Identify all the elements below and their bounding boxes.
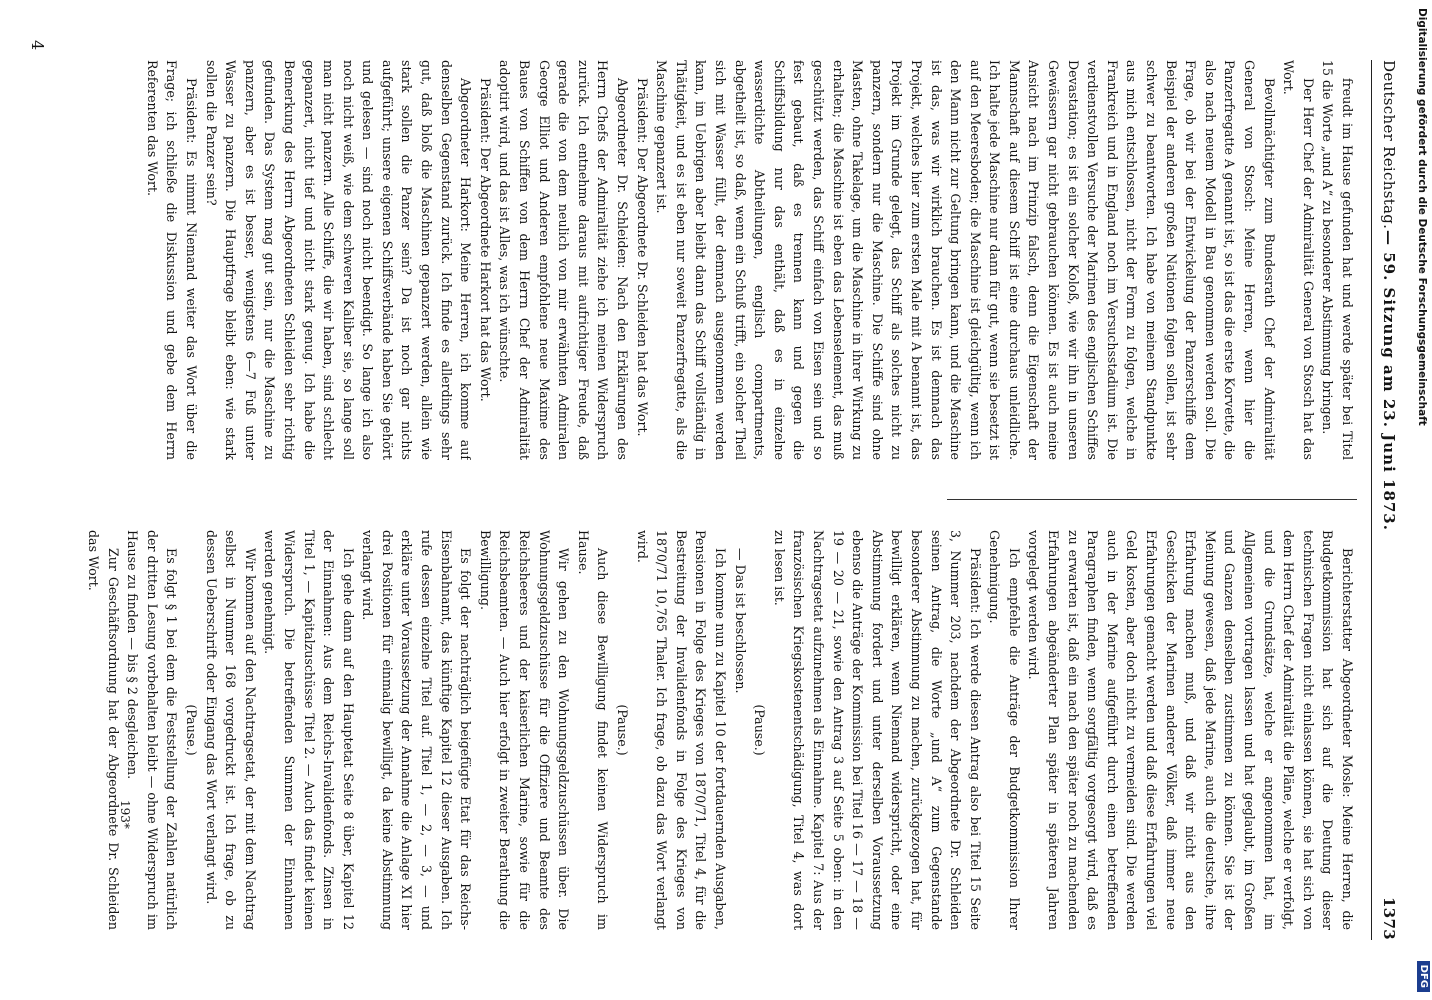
funding-note [1392, 0, 1432, 1000]
signature-mark: 193* [118, 800, 132, 829]
paragraph: Ich gehe dann auf den Hauptetat Seite 8 über, Kapitel 12 der Einnahmen: Aus dem Reichs-Invalidenfonds. Zinsen in Titel 1, — Kapitalzuschüsse Titel 2. — Auch das findet keinen Widerspruch. Die betreffenden Summen der Einnahmen werden genehmigt. [262, 530, 356, 930]
paragraph: Wir gehen zu den Wohnungsgeldzuschüssen über. Die Wohnungsgeldzuschüsse für die Offiziere und Beamte des Reichsheeres und der kaiserlichen Marine, sowie für die Reichsbeamten. — Auch hier erfolgt in zweiter Berathung die Bewilligung. [477, 530, 572, 930]
right-column [67, 530, 1357, 930]
paragraph: Wir kommen auf den Nachtragsetat, der mit dem Nachtrag selbst in Nummer 168 vorgedruckt ist. Ich frage, ob zu dessen Ueberschrift oder Eingang das Wort verlangt wird. [203, 530, 258, 930]
funding-text: Digitalisierung gefördert durch die Deutsche Forschungsgemeinschaft [1416, 8, 1428, 426]
paragraph: Bevollmächtigter zum Bundesrath Chef der Admiralität General von Stosch: Meine Herren, wenn hier die Panzerfregatte A genannt ist, so ist das die erste Korvette, die also nach neuem Modell in Bau genommen werden soll. Die Frage, ob wir bei der Entwickelung der Panzerschiffe dem Beispiel der anderen großen Nationen folgen sollen, ist sehr schwer zu beantworten. Ich habe von meinem Standpunkte aus mich entschlossen, nicht der Form zu folgen, welche in Frankreich und in England noch im Versuchsstadium ist. Die verdienstvollen Versuche der Marinen des englischen Schiffes Devastation; es ist ein solcher Koloß, wie wir ihn in unseren Gewässern gar nicht gebrauchen können. Es ist auch meine Ansicht nach im Prinzip falsch, denn die Eigenschaft der Mannschaft auf diesem Schiff ist eine durchaus unleidliche. Ich halte jede Maschine nur dann für gut, wenn sie besetzt ist auf den Meeresboden; die Maschine ist gleichgültig, wenn ich den Mann nicht zur Geltung bringen kann, und die Maschine ist das, was wir wirklich brauchen. Es ist demnach das Projekt, welches hier zum ersten Male mit A benannt ist, das Projekt im Grunde gelegt, das Schiff als solches nicht zu panzern, sondern nur die Maschine. Die Schiffe sind ohne Masten, ohne Takelage, um die Maschine in ihrer Wirkung zu erhalten; die Maschine ist eben das Lebenselement, das muß geschützt werden, das Schiff einfach von Eisen sein und so fest gebaut, daß es trennen kann und gegen die Schiffsbildung nur das enthält, daß es in einzelne wasserdichte Abtheilungen, englisch compartments, abgetheilt ist, so daß, wenn ein Schuß trifft, ein solcher Theil sich mit Wasser füllt, der demnach ausgenommen werden kann, im Uebrigen aber bleibt dann das Schiff vollständig in Thätigkeit, und es ist eben nur soweit Panzerfregatte, als die Maschine gepanzert ist. [654, 60, 1277, 460]
pause-note: (Pause.) [183, 704, 199, 756]
corner-mark: 4 [28, 40, 47, 51]
paragraph: — Das ist beschlossen. [732, 548, 748, 694]
paragraph: Präsident: Der Abgeordnete Dr. Schleiden hat das Wort. [634, 78, 650, 437]
paragraph: Es folgt § 1 bei dem die Feststellung der Zahlen natürlich der dritten Lesung vorbehalten bleibt — ohne Widerspruch im Hause zu finden — bis § 2 desgleichen. [125, 530, 180, 930]
paragraph: Auch diese Bewilligung findet keinen Widerspruch im Hause. [575, 530, 611, 930]
paragraph: Ich komme nun zu Kapitel 10 der fortdauernden Ausgaben, Pensionen in Folge des Krieges von 1870/71, Titel 4, für die Bestreitung der Invalidenfonds in Folge des Krieges von 1870/71 10,765 Thaler. Ich frage, ob dazu das Wort verlangt wird. [634, 530, 728, 930]
pause-note: (Pause.) [615, 704, 631, 756]
pause-note: (Pause.) [752, 704, 768, 756]
paragraph: Abgeordneter Dr. Schleiden: Nach den Erklärungen des Herrn Chefs der Admiralität ziehe ich meinen Widerspruch zurück. Ich entnehme daraus mit aufrichtiger Freude, daß gerade die von dem neulich von mir erwähnten Admiralen George Elliot und Anderen empfohlene neue Maxime des Baues von Schiffen von dem Herrn Chef der Admiralität adoptirt wird, und das ist Alles, was ich wünschte. [497, 60, 631, 460]
paragraph: Ich empfehle die Anträge der Budgetkommission Ihrer Genehmigung. [987, 530, 1022, 930]
paragraph: Berichterstatter Abgeordneter Mosle: Meine Herren, die Budgetkommission hat sich auf die Deutung dieser technischen Fragen nicht einlassen können, sie hat sich von dem Herrn Chef der Admiralität die Pläne, welche er verfolgt, und die Grundsätze, welche er angenommen hat, im Allgemeinen vortragen lassen und hat geglaubt, im Großen und Ganzen denselben zustimmen zu können. Sie ist der Meinung gewesen, daß jede Marine, auch die deutsche, ihre Erfahrung machen muß, und daß wir nicht aus den Geschicken der Marinen anderer Völker, daß immer neue Erfahrungen gemacht werden und daß diese Erfahrungen viel Geld kosten, aber doch nicht zu vermeiden sind. Die werden auch in der Marine aufgeführt durch einen betreffenden Paragraphen finden, wenn sorgfältig vorgesorgt wird, daß es zu erwarten ist, daß ein nach den später noch zu machenden Erfahrungen abgeänderter Plan später in späteren Jahren vorgelegt werden wird. [1026, 530, 1355, 930]
journal-title: Deutscher Reichstag. [1380, 60, 1398, 230]
paragraph: Der Herr Chef der Admiralität General von Stosch hat das Wort. [1281, 60, 1316, 460]
paragraph: Präsident: Der Abgeordnete Harkort hat das Wort. [477, 78, 493, 402]
dfg-logo: DFG [1417, 961, 1430, 992]
session-title: — 59. Sitzung am 23. Juni 1873. [1380, 230, 1398, 531]
paragraph: Präsident: Es nimmt Niemand weiter das Wort über die Frage; ich schließe die Diskussion und gebe dem Herrn Referenten das Wort. [144, 60, 199, 460]
page-number: 1373 [1380, 897, 1398, 940]
paragraph: Es folgt der nachträglich beigefügte Etat für das Reichs-Eisenbahnamt, das künftige Kapitel 12 dieser Ausgaben. Ich rufe dessen einzelne Titel auf. Titel 1, — 2, — 3, — und erkläre unter Voraussetzung der Annahme die Anlage XI hier drei Positionen für einmalig bewilligt, da keine Abstimmung verlangt wird. [360, 530, 474, 930]
paragraph: Zur Geschäftsordnung hat der Abgeordnete Dr. Schleiden das Wort. [86, 530, 121, 930]
left-column [67, 60, 1357, 460]
paragraph: Abgeordneter Harkort: Meine Herren, ich komme auf denselben Gegenstand zurück. Ich finde es allerdings sehr gut, daß bloß die Maschinen gepanzert werden, allein wie stark sollen die Panzer sein? Da ist noch gar nichts aufgeführt; unsere eigenen Schiffsverbände haben Sie gehört und gelesen — sind noch nicht beendigt. So lange ich also noch nicht weiß, wie dem schweren Kaliber sie, so lange soll man nicht panzern. Alle Schiffe, die wir haben, sind schlecht gepanzert, nicht tief und nicht stark genug. Ich habe die Bemerkung des Herrn Abgeordneten Schleiden sehr richtig gefunden. Das System mag gut sein, nur die Maschine zu panzern, aber es ist besser, wenigstens 6—7 Fuß unter Wasser zu panzern. Die Hauptfrage bleibt eben: wie stark sollen die Panzer sein? [203, 60, 474, 460]
column-divider [947, 499, 1357, 500]
paragraph: Präsident: Ich werde diesen Antrag also bei Titel 15 Seite 3, Nummer 203, nachdem der Abgeordnete Dr. Schleiden seinen Antrag, die Worte „und A“ zum Gegenstande besonderer Abstimmung zu machen, zurückgezogen hat, für bewilligt erklären, wenn Niemand widerspricht, oder eine Abstimmung fordert und unter derselben Voraussetzung ebenso die Anträge der Kommission bei Titel 16 — 17 — 18 — 19 — 20 — 21, sowie den Antrag 3 auf Seite 5 oben: in den Nachtragsetat aufzunehmen als Einnahme. Kapitel 7: Aus der französischen Kriegskostenentschädigung, Titel 4, was dort zu lesen ist. [771, 530, 983, 930]
paragraph: freudt im Hause gefunden hat und werde später bei Titel 15 die Worte „und A“ zu besonderer Abstimmung bringen. [1320, 60, 1355, 460]
